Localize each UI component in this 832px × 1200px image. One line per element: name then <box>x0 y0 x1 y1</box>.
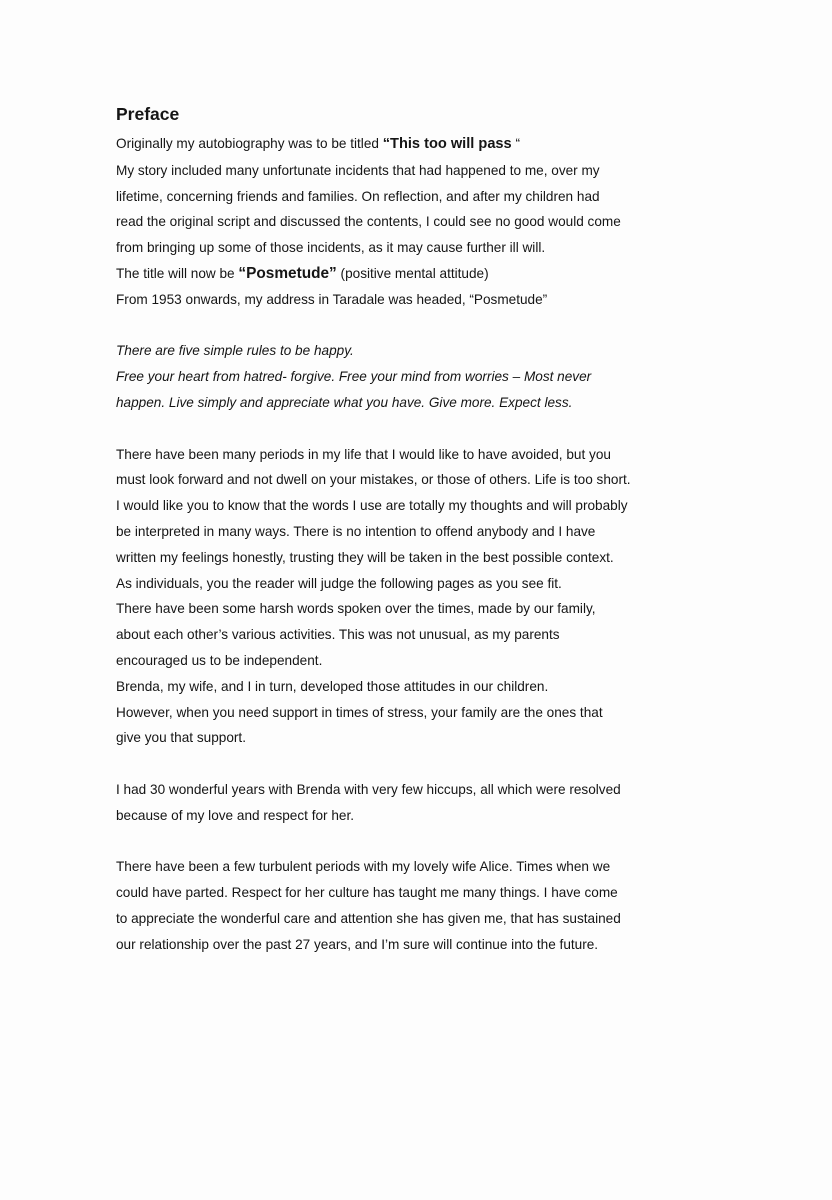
body-line: There have been many periods in my life that I would like to have avoided, but you <box>116 446 611 462</box>
paragraph-gap <box>116 416 728 442</box>
body-line: encouraged us to be independent. <box>116 652 323 668</box>
body-line: to appreciate the wonderful care and attention she has given me, that has sustained <box>116 910 621 926</box>
body-line: be interpreted in many ways. There is no intention to offend anybody and I have <box>116 523 596 539</box>
paragraph-gap <box>116 313 728 339</box>
intro-line: From 1953 onwards, my address in Taradale was headed, “Posmetude” <box>116 291 548 307</box>
body-line: There have been a few turbulent periods with my lovely wife Alice. Times when we <box>116 859 611 875</box>
body-line: written my feelings honestly, trusting they will be taken in the best possible context. <box>116 549 614 565</box>
body-line: give you that support. <box>116 730 246 746</box>
body-line: our relationship over the past 27 years, and I’m sure will continue into the future. <box>116 936 599 952</box>
body-line: because of my love and respect for her. <box>116 807 355 823</box>
intro-line <box>116 131 728 158</box>
intro-text: (positive mental attitude) <box>336 265 489 281</box>
body-line: I would like you to know that the words I use are totally my thoughts and will probably <box>116 498 628 514</box>
intro-line: My story included many unfortunate incidents that had happened to me, over my <box>116 162 600 178</box>
intro-text: Originally my autobiography was to be titled <box>116 136 383 151</box>
body-line: could have parted. Respect for her culture has taught me many things. I have come <box>116 885 618 901</box>
rules-line: There are five simple rules to be happy. <box>116 343 354 359</box>
intro-line: from bringing up some of those incidents, as it may cause further ill will. <box>116 240 546 256</box>
rules-line: happen. Live simply and appreciate what you have. Give more. Expect less. <box>116 394 573 410</box>
body-line: Brenda, my wife, and I in turn, developed those attitudes in our children. <box>116 678 549 694</box>
page-title: Preface <box>116 104 180 124</box>
body-line: There have been some harsh words spoken over the times, made by our family, <box>116 601 596 617</box>
paragraph-gap <box>116 829 728 855</box>
paragraph-gap <box>116 751 728 777</box>
intro-line: lifetime, concerning friends and families. On reflection, and after my children had <box>116 188 600 204</box>
body-line: However, when you need support in times of stress, your family are the ones that <box>116 704 603 720</box>
body-line: about each other’s various activities. This was not unusual, as my parents <box>116 627 560 643</box>
rules-line: Free your heart from hatred- forgive. Free your mind from worries – Most never <box>116 369 592 385</box>
body-line: must look forward and not dwell on your mistakes, or those of others. Life is too short. <box>116 472 631 488</box>
body-line: I had 30 wonderful years with Brenda with very few hiccups, all which were resolved <box>116 781 621 797</box>
new-title: “Posmetude” <box>238 264 337 282</box>
intro-line <box>116 261 728 287</box>
document-body <box>116 101 728 958</box>
intro-line: read the original script and discussed the contents, I could see no good would come <box>116 214 621 230</box>
body-line: As individuals, you the reader will judge the following pages as you see fit. <box>116 575 562 591</box>
original-title: “This too will pass <box>382 136 512 152</box>
intro-text: The title will now be <box>116 265 239 281</box>
intro-text: “ <box>511 136 520 151</box>
